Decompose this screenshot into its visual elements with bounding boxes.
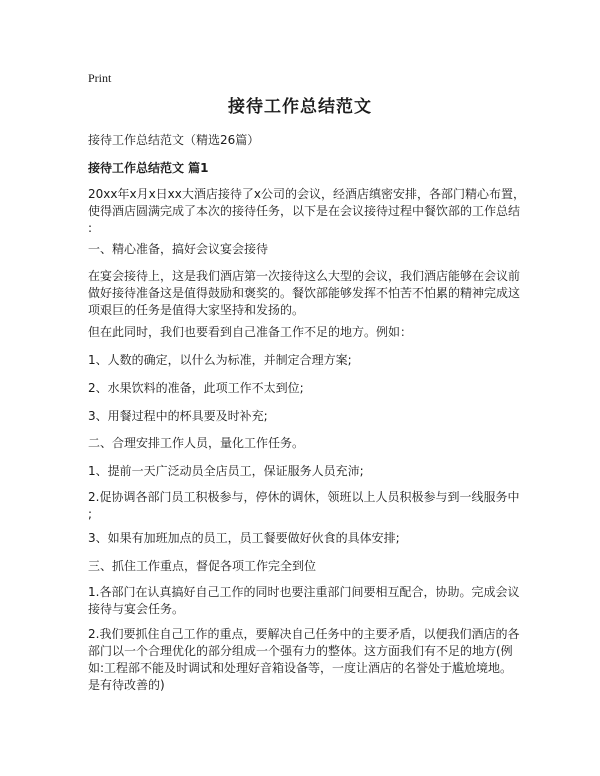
text-line: 在宴会接待上，这是我们酒店第一次接待这么大型的会议，我们酒店能够在会议前	[88, 269, 521, 283]
section-heading: 接待工作总结范文 篇1	[88, 161, 209, 175]
text-line: 1、人数的确定，以什么为标准，并制定合理方案;	[88, 353, 352, 367]
paragraph	[88, 584, 518, 618]
paragraph	[88, 558, 518, 575]
text-line: 但在此同时，我们也要看到自己准备工作不足的地方。例如：	[88, 325, 413, 339]
page-title: 接待工作总结范文	[228, 97, 372, 117]
text-line: 二、合理安排工作人员，量化工作任务。	[88, 436, 305, 450]
text-line: 部门以一个合理优化的部分组成一个强有力的整体。这方面我们有不足的地方(例	[88, 644, 513, 658]
paragraph	[88, 324, 518, 341]
text-line: 接待与宴会任务。	[88, 602, 185, 616]
text-line: 是有待改善的)	[88, 678, 165, 692]
paragraph	[88, 435, 518, 452]
paragraph	[88, 626, 518, 694]
text-line: 1.各部门在认真搞好自己工作的同时也要注重部门间要相互配合，协助。完成会议	[88, 585, 520, 599]
text-line: 3、用餐过程中的杯具要及时补充;	[88, 409, 268, 423]
paragraph	[88, 352, 518, 369]
print-link[interactable]: Print	[88, 71, 112, 85]
paragraph	[88, 463, 518, 480]
text-line: 20xx年x月x日xx大酒店接待了x公司的会议，经酒店缜密安排，各部门精心布置，	[88, 187, 525, 201]
text-line: 1、提前一天广泛动员全店员工，保证服务人员充沛;	[88, 464, 364, 478]
paragraph	[88, 380, 518, 397]
text-line: 项艰巨的任务是值得大家坚持和发扬的。	[88, 303, 305, 317]
text-line: 2.促协调各部门员工积极参与，停休的调休，领班以上人员积极参与到一线服务中	[88, 490, 520, 504]
text-line: 一、精心准备，搞好会议宴会接待	[88, 242, 269, 256]
text-line: 使得酒店圆满完成了本次的接待任务，以下是在会议接待过程中餐饮部的工作总结	[88, 204, 521, 218]
text-line: 3、如果有加班加点的员工，员工餐要做好伙食的具体安排;	[88, 531, 400, 545]
text-line: :	[88, 221, 93, 235]
text-line: 如:工程部不能及时调试和处理好音箱设备等，一度让酒店的名誉处于尴尬境地。	[88, 661, 513, 675]
text-line: 做好接待准备这是值得鼓励和褒奖的。餐饮部能够发挥不怕苦不怕累的精神完成这	[88, 286, 521, 300]
text-line: 三、抓住工作重点，督促各项工作完全到位	[88, 559, 317, 573]
text-line: 2、水果饮料的准备，此项工作不太到位;	[88, 381, 304, 395]
paragraph	[88, 530, 518, 547]
text-line: ;	[88, 507, 93, 521]
paragraph	[88, 186, 525, 237]
paragraph	[88, 408, 518, 425]
paragraph	[88, 268, 521, 319]
paragraph	[88, 241, 518, 258]
paragraph	[88, 489, 518, 523]
document-subtitle: 接待工作总结范文（精选26篇）	[88, 133, 260, 147]
text-line: 2.我们要抓住自己工作的重点，要解决自己任务中的主要矛盾，以便我们酒店的各	[88, 627, 520, 641]
